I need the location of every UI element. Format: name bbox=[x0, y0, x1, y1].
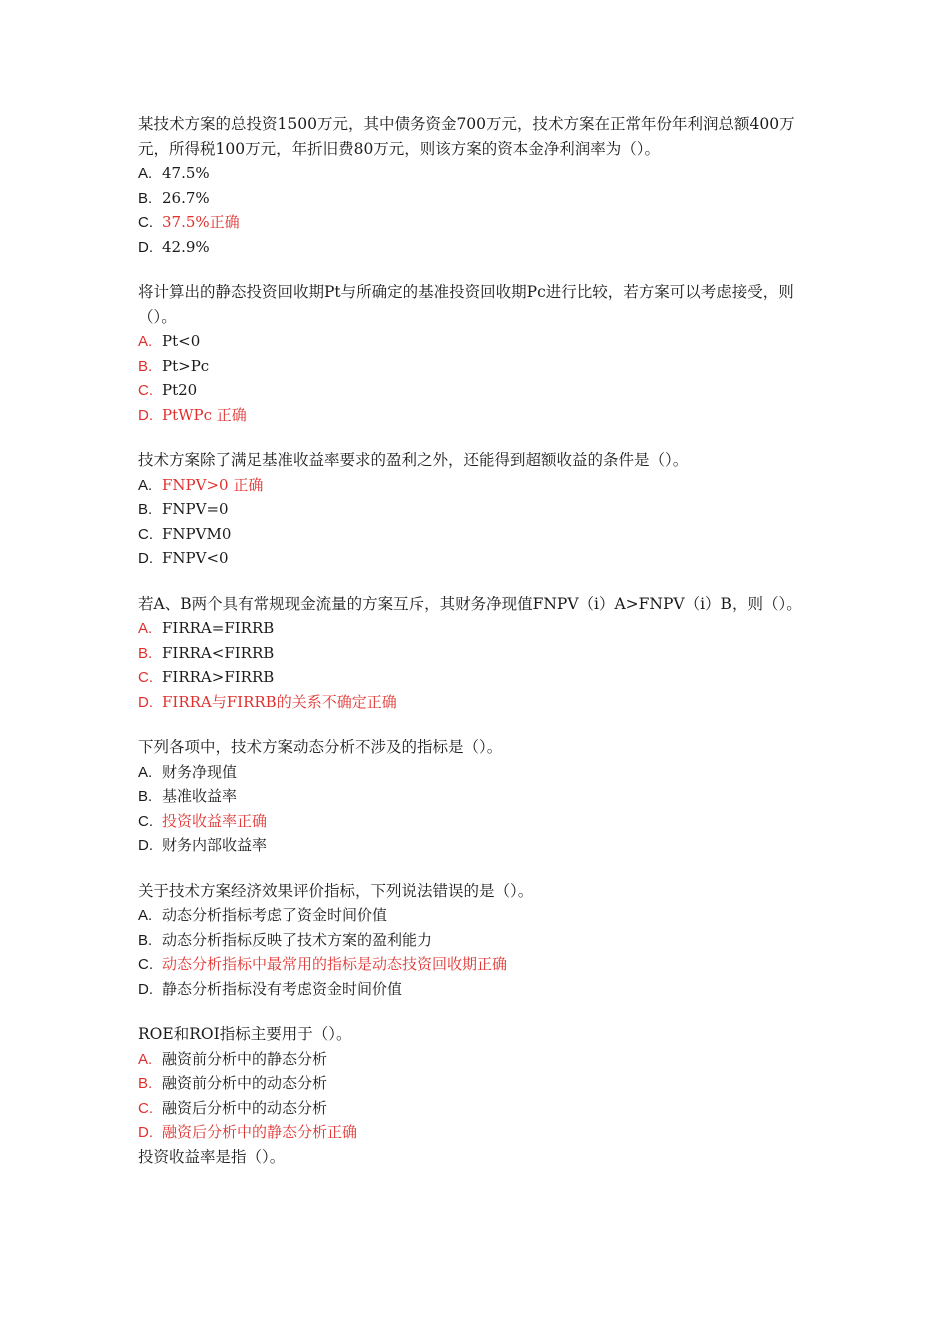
option-letter: B. bbox=[138, 931, 153, 949]
option-letter: D. bbox=[138, 406, 153, 424]
option-letter: B. bbox=[138, 788, 153, 805]
option-a bbox=[138, 760, 950, 785]
option-a bbox=[138, 161, 950, 186]
option-text: 47.5% bbox=[162, 164, 210, 182]
option-d bbox=[138, 235, 950, 260]
question-5 bbox=[138, 735, 950, 858]
option-letter: A. bbox=[138, 763, 153, 781]
option-b bbox=[138, 354, 950, 379]
option-c bbox=[138, 952, 950, 977]
question-1 bbox=[138, 112, 950, 259]
option-letter: D. bbox=[138, 693, 153, 711]
question-7 bbox=[138, 1022, 950, 1145]
option-text: 融资前分析中的动态分析 bbox=[162, 1074, 328, 1092]
option-letter: D. bbox=[138, 238, 153, 256]
question-stem: 关于技术方案经济效果评价指标，下列说法错误的是（）。 bbox=[138, 881, 534, 900]
option-text: Pt>Pc bbox=[162, 356, 210, 375]
option-letter: C. bbox=[138, 956, 153, 973]
question-4 bbox=[138, 592, 950, 715]
option-letter: A. bbox=[138, 476, 153, 494]
question-stem: 某技术方案的总投资1500万元，其中债务资金700万元，技术方案在正常年份年利润总额400万元，所得税100万元，年折旧费80万元，则该方案的资本金净利润率为（）。 bbox=[138, 115, 795, 158]
option-letter: C. bbox=[138, 669, 153, 686]
option-text: 动态分析指标考虑了资金时间价值 bbox=[162, 906, 388, 924]
option-c bbox=[138, 1096, 950, 1121]
option-letter: B. bbox=[138, 501, 153, 518]
option-b bbox=[138, 1071, 950, 1096]
option-text-correct: 融资后分析中的静态分析正确 bbox=[162, 1123, 358, 1141]
option-text-correct: PtWPc 正确 bbox=[162, 405, 247, 424]
option-a bbox=[138, 616, 950, 641]
option-letter: A. bbox=[138, 333, 153, 350]
option-text: Pt20 bbox=[162, 381, 198, 399]
option-a bbox=[138, 1047, 950, 1072]
option-letter: B. bbox=[138, 357, 153, 375]
option-text-correct: 动态分析指标中最常用的指标是动态技资回收期正确 bbox=[162, 955, 508, 973]
option-letter: B. bbox=[138, 1075, 153, 1092]
option-text: 财务净现值 bbox=[162, 762, 238, 781]
question-2 bbox=[138, 280, 950, 427]
option-text: 基准收益率 bbox=[162, 787, 238, 805]
option-text: 融资前分析中的静态分析 bbox=[162, 1049, 328, 1068]
option-a bbox=[138, 903, 950, 928]
option-letter: D. bbox=[138, 980, 153, 998]
option-letter: B. bbox=[138, 644, 153, 662]
option-text: FNPV<0 bbox=[162, 549, 229, 567]
option-a bbox=[138, 473, 950, 498]
option-c bbox=[138, 522, 950, 547]
option-b bbox=[138, 186, 950, 211]
option-letter: D. bbox=[138, 550, 153, 567]
option-text: FNPVM0 bbox=[162, 524, 232, 543]
option-text: FNPV=0 bbox=[162, 500, 229, 518]
option-letter: A. bbox=[138, 620, 153, 637]
option-text: FIRRA<FIRRB bbox=[162, 643, 275, 662]
option-b bbox=[138, 928, 950, 953]
option-text: Pt<0 bbox=[162, 332, 201, 350]
option-text-correct: 投资收益率正确 bbox=[162, 811, 268, 830]
option-d bbox=[138, 1120, 950, 1145]
option-letter: C. bbox=[138, 1099, 153, 1117]
option-text-correct: FNPV>0 正确 bbox=[162, 475, 264, 494]
option-letter: B. bbox=[138, 189, 153, 207]
option-letter: D. bbox=[138, 837, 153, 854]
option-d bbox=[138, 546, 950, 571]
option-text: 26.7% bbox=[162, 188, 210, 207]
option-text: 财务内部收益率 bbox=[162, 836, 268, 854]
question-3 bbox=[138, 448, 950, 571]
option-d bbox=[138, 977, 950, 1002]
option-letter: C. bbox=[138, 214, 153, 231]
option-text: 42.9% bbox=[162, 237, 210, 256]
option-letter: D. bbox=[138, 1124, 153, 1141]
option-c bbox=[138, 378, 950, 403]
option-b bbox=[138, 641, 950, 666]
option-c bbox=[138, 665, 950, 690]
option-letter: C. bbox=[138, 525, 153, 543]
question-6 bbox=[138, 879, 950, 1002]
option-letter: A. bbox=[138, 907, 153, 924]
option-letter: A. bbox=[138, 1050, 153, 1068]
option-b bbox=[138, 497, 950, 522]
option-letter: C. bbox=[138, 382, 153, 399]
option-text: 静态分析指标没有考虑资金时间价值 bbox=[162, 979, 403, 998]
question-stem-trailing: 投资收益率是指（）。 bbox=[138, 1147, 286, 1166]
question-stem: 技术方案除了满足基准收益率要求的盈利之外，还能得到超额收益的条件是（）。 bbox=[138, 451, 689, 469]
question-stem: 下列各项中，技术方案动态分析不涉及的指标是（）。 bbox=[138, 738, 503, 756]
option-text: 动态分析指标反映了技术方案的盈利能力 bbox=[162, 930, 433, 949]
option-text: FIRRA=FIRRB bbox=[162, 619, 275, 637]
option-letter: C. bbox=[138, 812, 153, 830]
option-a bbox=[138, 329, 950, 354]
option-d bbox=[138, 833, 950, 858]
option-c bbox=[138, 809, 950, 834]
option-text: FIRRA>FIRRB bbox=[162, 668, 275, 686]
option-d bbox=[138, 403, 950, 428]
option-text: 融资后分析中的动态分析 bbox=[162, 1098, 328, 1117]
question-stem: 将计算出的静态投资回收期Pt与所确定的基准投资回收期Pc进行比较，若方案可以考虑接受，则（）。 bbox=[138, 283, 794, 326]
option-b bbox=[138, 784, 950, 809]
question-stem: 若A、B两个具有常规现金流量的方案互斥，其财务净现值FNPV（i）A>FNPV（i）B，则（）。 bbox=[138, 594, 802, 613]
option-c bbox=[138, 210, 950, 235]
option-text-correct: 37.5%正确 bbox=[162, 213, 240, 231]
option-d bbox=[138, 690, 950, 715]
question-stem: ROE和ROI指标主要用于（）。 bbox=[138, 1025, 352, 1043]
option-letter: A. bbox=[138, 165, 153, 182]
option-text-correct: FIRRA与FIRRB的关系不确定正确 bbox=[162, 692, 397, 711]
